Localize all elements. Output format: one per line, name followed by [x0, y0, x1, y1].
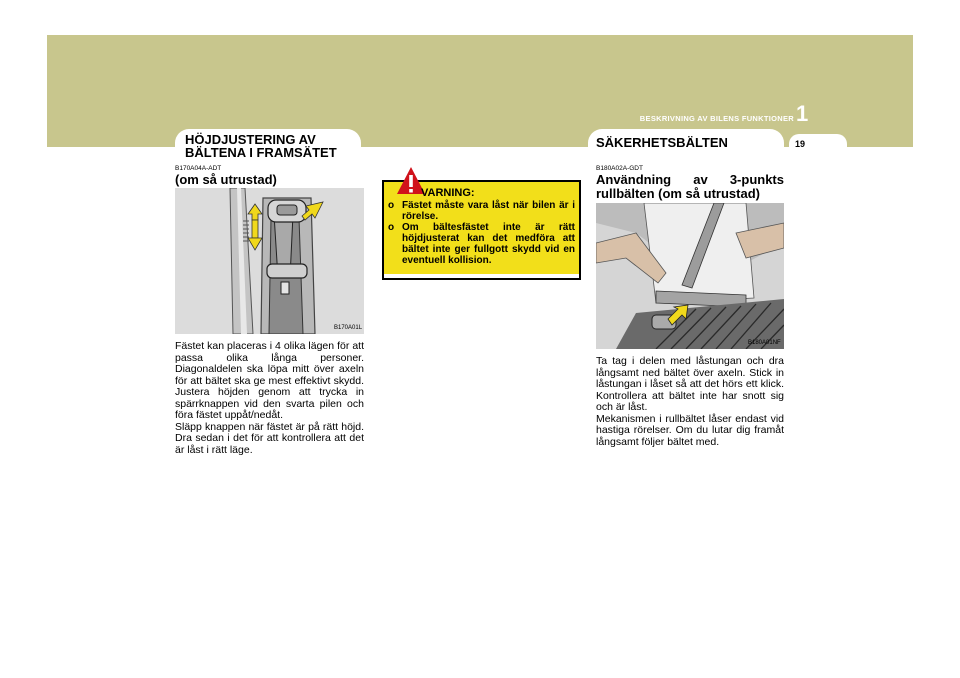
belt-usage-illustration	[596, 203, 784, 349]
heading-line: HÖJDJUSTERING AV	[185, 132, 316, 147]
chapter-number: 1	[796, 101, 809, 126]
right-body-text	[596, 356, 784, 448]
subheading-line: rullbälten (om så utrustad)	[596, 186, 760, 201]
paragraph: Släpp knappen när fästet är på rätt höjd. Dra sedan i det för att kontrollera att det är låst i rätt läge.	[175, 420, 364, 456]
belt-usage-figure	[596, 203, 784, 349]
section-code: B180A02A-GDT	[596, 165, 643, 172]
section-heading-left	[175, 129, 361, 159]
warning-box	[382, 180, 581, 280]
belt-height-illustration	[175, 188, 364, 334]
bullet: o	[388, 222, 395, 233]
warning-item	[388, 200, 575, 222]
chapter-label: BESKRIVNING AV BILENS FUNKTIONER	[639, 114, 794, 123]
subheading: (om så utrustad)	[175, 172, 277, 187]
warning-item	[388, 222, 575, 266]
belt-height-figure	[175, 188, 364, 334]
warning-list	[388, 200, 575, 266]
paragraph: Mekanismen i rullbältet låser endast vid hastiga rörelser. Om du lutar dig framåt långsamt följer bältet med.	[596, 412, 784, 448]
heading-text: SÄKERHETSBÄLTEN	[596, 135, 728, 150]
subheading-line: Användning av 3-punkts	[596, 172, 784, 187]
warning-title: VARNING:	[421, 187, 475, 199]
warning-item-text: Fästet måste vara låst när bilen är i rörelse.	[402, 200, 575, 222]
figure-caption: B170A01L	[334, 325, 363, 331]
paragraph: Fästet kan placeras i 4 olika lägen för att passa olika långa personer. Diagonaldelen ska löpa mitt över axeln för att bältet ska ge mest effektivt skydd. Justera höjden genom att trycka in spärrknappen vid den svarta pilen och föra fästet uppåt/nedåt.	[175, 340, 364, 421]
left-body-text	[175, 341, 364, 456]
section-code: B170A04A-ADT	[175, 165, 222, 172]
warning-item-text: Om bältesfästet inte är rätt höjdjusterat kan det medföra att bältet inte ger fullgott skydd vid en eventuell kollision.	[402, 222, 575, 266]
page-number: 19	[795, 139, 806, 149]
figure-caption: B180A01NF	[748, 340, 781, 346]
section-heading-right	[588, 129, 784, 155]
subheading	[596, 173, 784, 201]
paragraph: Ta tag i delen med låstungan och dra långsamt ned bältet över axeln. Stick in låstungan i låset så att det hörs ett klick. Kontrollera att bältet inte har snott sig och är låst.	[596, 355, 784, 413]
heading-line: BÄLTENA I FRAMSÄTET	[185, 145, 337, 160]
bullet: o	[388, 200, 395, 211]
